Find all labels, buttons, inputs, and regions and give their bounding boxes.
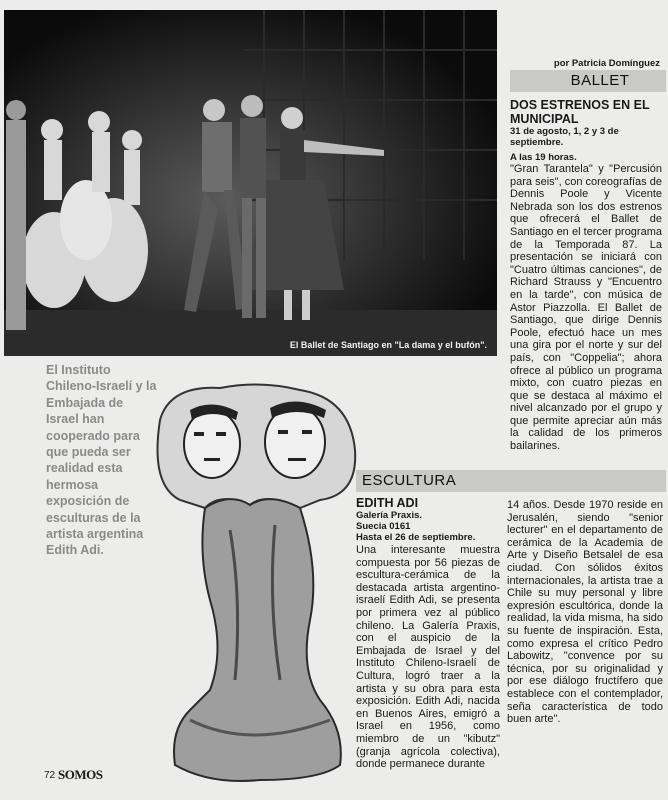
section-label: BALLET [570,72,630,89]
article-title: EDITH ADI [356,496,419,510]
section-label: ESCULTURA [362,472,457,489]
article-title: DOS ESTRENOS EN EL MUNICIPAL [510,98,650,126]
ballet-photo [4,10,497,356]
section-header-escultura [356,470,666,492]
photo-caption: El Ballet de Santiago en "La dama y el bufón". [289,340,487,350]
article-body-column-1: Una interesante muestra compuesta por 56 piezas de escultura-cerámica de la destacada artista argentino-israelí Edith Adi, se presenta por primera vez al público chileno. La Galería Praxis, con el auspicio de la Embajada de Israel y del Instituto Chileno-Israelí de Cultura, logró traer a la artista y su obra para esta exposición. Edith Adi, nacida en Buenos Aires, emigró a Israel en 1956, como miembro de un "kibutz" (granja agrícola colectiva), donde permanece durante [356,544,500,771]
event-dates: 31 de agosto, 1, 2 y 3 de septiembre. [510,126,619,148]
venue-name: Galería Praxis. [356,510,423,521]
pull-quote: El Instituto Chileno-Israelí y la Embajada de Israel han cooperado para que pueda ser realidad esta hermosa exposición de esculturas de la artista argentina Edith Adi. [46,363,157,558]
article-body: "Gran Tarantela" y "Percusión para seis", con coreografías de Dennis Poole y Vicente Nebrada son los dos estrenos que ofrecerá el Ballet de Santiago en el tercer programa de la Temporada 87. La presentación se iniciará con "Cuatro últimas canciones", de Richard Strauss y "Encuentro en la tarde", con música de Astor Piazzolla. El Ballet de Santiago, que dirige Dennis Poole, efectuó hace un mes una gira por el norte y sur del país, con "Coppelia"; ahora ofrece al público un programa mixto, con cuatro piezas en que se destaca al máximo el nivel alcanzado por el grupo y que permite apreciar aún más la calidad de los primeros bailarines. [510,163,662,453]
byline: por Patricia Domínguez [553,58,660,69]
venue-address: Suecia 0161 [356,521,411,532]
section-header-ballet [510,70,666,92]
event-dates: Hasta el 26 de septiembre. [356,532,476,543]
magazine-logo: SOMOS [58,767,103,782]
sculpture-photo [150,380,360,790]
sculpture-illustration [150,380,360,790]
page-number: 72 [44,770,56,781]
ballet-stage-illustration [4,10,497,356]
event-time: A las 19 horas. [510,152,577,163]
article-body-column-2: 14 años. Desde 1970 reside en Jerusalén, siendo "senior lecturer" en el departamento de cerámica de la Academia de Arte y Diseño Betsalel de esa ciudad. Con sólidos éxitos internacionales, la artista trae a Chile su muy personal y libre expresión escultórica, donde la realidad, la vida misma, ha sido su fuente de inspiración. Esta, como expresa el crítico Pedro Labowitz, "convence por su técnica, por su originalidad y por ese diálogo fructífero que establece con el contemplador, seña característica de todo buen arte". [507,499,663,726]
